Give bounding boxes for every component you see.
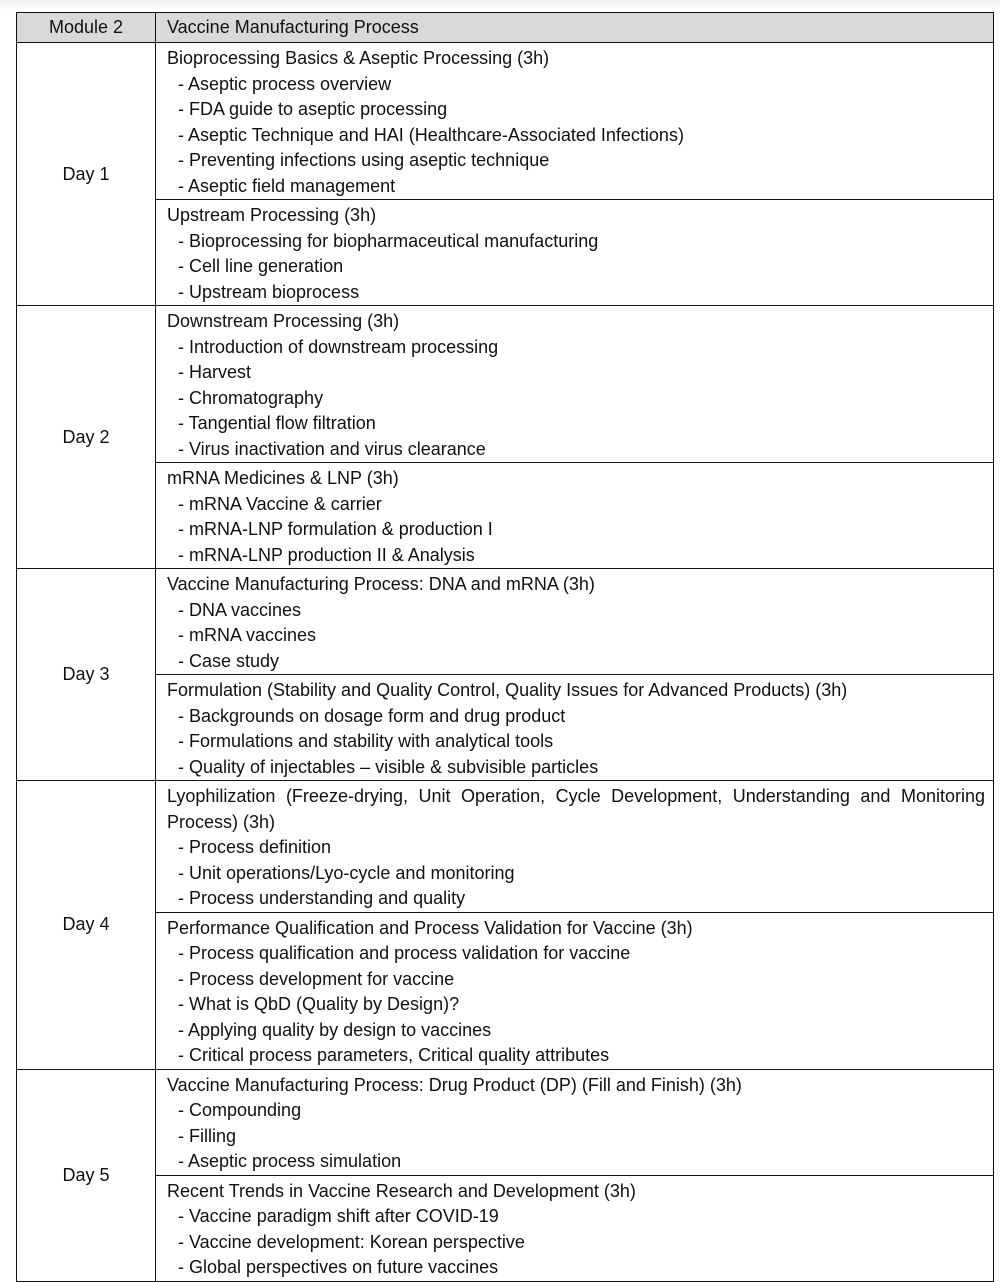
module-schedule-table bbox=[16, 12, 994, 1282]
session-title: Recent Trends in Vaccine Research and Development (3h) bbox=[167, 1180, 636, 1201]
day-label: Day 4 bbox=[17, 781, 156, 1070]
topic-item: - mRNA Vaccine & carrier bbox=[178, 493, 382, 514]
topic-item: - Vaccine development: Korean perspective bbox=[178, 1231, 525, 1252]
topic-item: - Quality of injectables – visible & subvisible particles bbox=[178, 756, 599, 777]
topic-item: - Chromatography bbox=[178, 387, 324, 408]
session-row bbox=[17, 306, 994, 463]
session-title: Bioprocessing Basics & Aseptic Processing (3h) bbox=[167, 48, 550, 68]
topic-item: - Aseptic Technique and HAI (Healthcare-Associated Infections) bbox=[178, 124, 684, 145]
session-cell bbox=[156, 912, 994, 1069]
topic-item: - Vaccine paradigm shift after COVID-19 bbox=[178, 1206, 499, 1226]
topic-item: - mRNA vaccines bbox=[178, 625, 317, 645]
topic-item: - Process qualification and process validation for vaccine bbox=[178, 943, 631, 963]
topic-item: - Tangential flow filtration bbox=[178, 413, 376, 433]
topic-item: - Cell line generation bbox=[178, 256, 344, 276]
topic-item: - Process development for vaccine bbox=[178, 968, 455, 989]
session-cell bbox=[156, 43, 994, 200]
topic-item: - Compounding bbox=[178, 1100, 302, 1120]
topic-item: - Global perspectives on future vaccines bbox=[178, 1257, 499, 1277]
topic-item: - Process understanding and quality bbox=[178, 888, 466, 908]
session-cell bbox=[156, 675, 994, 781]
session-title: Vaccine Manufacturing Process: DNA and mRNA (3h) bbox=[167, 574, 595, 594]
session-cell bbox=[156, 463, 994, 569]
module-header: Module 2 bbox=[17, 13, 156, 43]
day-label: Day 5 bbox=[17, 1069, 156, 1281]
top-shadow bbox=[0, 0, 1000, 10]
session-title: Upstream Processing (3h) bbox=[167, 205, 377, 225]
session-row bbox=[17, 200, 994, 306]
session-cell bbox=[156, 1069, 994, 1175]
topic-item: - Preventing infections using aseptic technique bbox=[178, 150, 550, 170]
topic-item: - Aseptic field management bbox=[178, 175, 396, 196]
day-label: Day 2 bbox=[17, 306, 156, 569]
day-label: Day 3 bbox=[17, 569, 156, 781]
session-cell bbox=[156, 781, 994, 913]
topic-item: - Unit operations/Lyo-cycle and monitoring bbox=[178, 862, 515, 883]
schedule-body bbox=[17, 43, 994, 1282]
session-row bbox=[17, 675, 994, 781]
session-row bbox=[17, 1175, 994, 1281]
session-row bbox=[17, 569, 994, 675]
topic-item: - mRNA-LNP production II & Analysis bbox=[178, 544, 475, 565]
session-title: Vaccine Manufacturing Process: Drug Product (DP) (Fill and Finish) (3h) bbox=[167, 1074, 742, 1095]
day-label: Day 1 bbox=[17, 43, 156, 306]
topic-item: - Introduction of downstream processing bbox=[178, 336, 499, 357]
topic-item: - What is QbD (Quality by Design)? bbox=[178, 994, 460, 1014]
session-row bbox=[17, 912, 994, 1069]
session-title: Performance Qualification and Process Validation for Vaccine (3h) bbox=[167, 917, 693, 938]
session-title: Formulation (Stability and Quality Control, Quality Issues for Advanced Products) (3h) bbox=[167, 680, 848, 700]
session-cell bbox=[156, 200, 994, 306]
topic-item: - Backgrounds on dosage form and drug product bbox=[178, 705, 566, 726]
topic-item: - Applying quality by design to vaccines bbox=[178, 1019, 492, 1040]
topic-item: - mRNA-LNP formulation & production I bbox=[178, 519, 493, 539]
session-cell bbox=[156, 1175, 994, 1281]
session-cell bbox=[156, 569, 994, 675]
topic-item: - FDA guide to aseptic processing bbox=[178, 99, 448, 119]
session-row bbox=[17, 463, 994, 569]
topic-item: - Virus inactivation and virus clearance bbox=[178, 438, 486, 459]
session-row bbox=[17, 1069, 994, 1175]
topic-item: - DNA vaccines bbox=[178, 599, 302, 620]
session-title: mRNA Medicines & LNP (3h) bbox=[167, 468, 399, 488]
session-row bbox=[17, 781, 994, 913]
topic-item: - Harvest bbox=[178, 362, 252, 382]
topic-item: - Aseptic process overview bbox=[178, 73, 392, 94]
session-title: Downstream Processing (3h) bbox=[167, 311, 400, 331]
topic-item: - Aseptic process simulation bbox=[178, 1151, 402, 1171]
header-row bbox=[17, 13, 994, 43]
module-title-header: Vaccine Manufacturing Process bbox=[156, 13, 994, 43]
topic-item: - Upstream bioprocess bbox=[178, 281, 360, 302]
session-cell bbox=[156, 306, 994, 463]
session-row bbox=[17, 43, 994, 200]
topic-item: - Process definition bbox=[178, 837, 332, 857]
topic-item: - Case study bbox=[178, 650, 280, 671]
session-title: Lyophilization (Freeze-drying, Unit Operation, Cycle Development, Understanding and Monitoring Process) (3h) bbox=[167, 786, 985, 832]
topic-item: - Filling bbox=[178, 1125, 237, 1146]
topic-item: - Bioprocessing for biopharmaceutical manufacturing bbox=[178, 230, 599, 251]
topic-item: - Critical process parameters, Critical quality attributes bbox=[178, 1045, 610, 1065]
topic-item: - Formulations and stability with analytical tools bbox=[178, 731, 554, 751]
